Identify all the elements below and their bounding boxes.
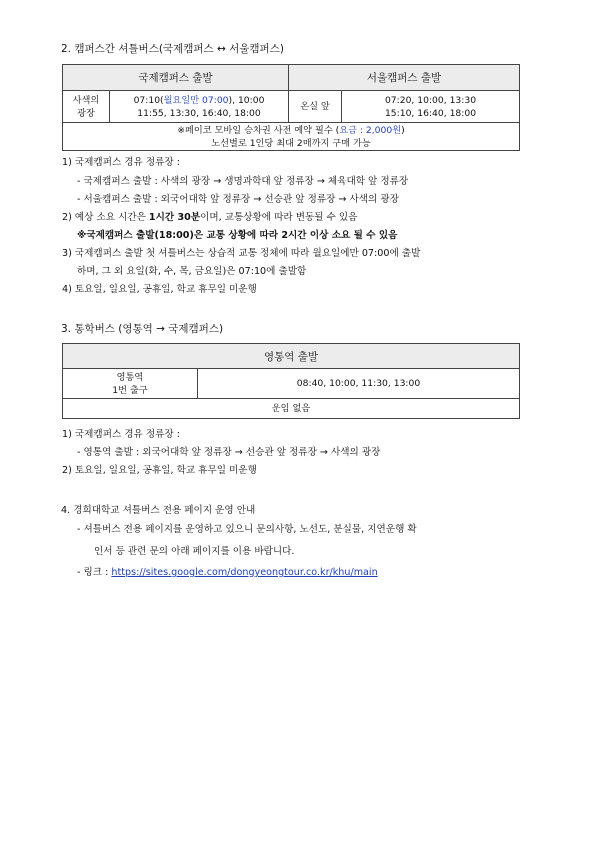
s2-note-3-line2: 하며, 그 외 요일(화, 수, 목, 금요일)은 07:10에 출발함 bbox=[77, 266, 307, 277]
times-yeongtong: 08:40, 10:00, 11:30, 13:00 bbox=[198, 369, 520, 399]
section2-title: 2. 캠퍼스간 셔틀버스(국제캠퍼스 ↔ 서울캠퍼스) bbox=[61, 43, 284, 55]
stop-international: 사색의 광장 bbox=[63, 91, 110, 123]
stop-seoul: 온실 앞 bbox=[289, 91, 342, 123]
s2-note-1: 1) 국제캠퍼스 경유 정류장 : bbox=[62, 157, 180, 168]
s2-note-2: 2) 예상 소요 시간은 1시간 30분이며, 교통상황에 따라 변동될 수 있음 bbox=[62, 212, 358, 223]
s3-note-1a: - 영통역 출발 : 외국어대학 앞 정류장 → 선승관 앞 정류장 → 사색의 광장 bbox=[77, 447, 381, 458]
commuter-bus-table bbox=[62, 343, 520, 419]
s2-note-3-line1: 3) 국제캠퍼스 출발 첫 셔틀버스는 상습적 교통 정체에 따라 월요일에만 07:00에 출발 bbox=[62, 248, 421, 259]
s4-line-2: 인서 등 관련 문의 아래 페이지를 이용 바랍니다. bbox=[94, 546, 295, 557]
s3-note-2: 2) 토요일, 일요일, 공휴일, 학교 휴무일 미운행 bbox=[62, 465, 257, 476]
section3-title: 3. 통학버스 (영통역 → 국제캠퍼스) bbox=[61, 323, 224, 335]
section4-title: 4. 경희대학교 셔틀버스 전용 페이지 운영 안내 bbox=[61, 505, 256, 516]
s2-note-4: 4) 토요일, 일요일, 공휴일, 학교 휴무일 미운행 bbox=[62, 284, 257, 295]
times-international: 07:10(월요일만 07:00), 10:00 11:55, 13:30, 16:40, 18:00 bbox=[110, 91, 289, 123]
s2-note-1b: - 서울캠퍼스 출발 : 외국어대학 앞 정류장 → 선승관 앞 정류장 → 사색의 광장 bbox=[77, 194, 399, 205]
fare-note: 운임 없음 bbox=[63, 399, 520, 419]
s4-link-row bbox=[77, 566, 378, 579]
header-seoul-departure: 서울캠퍼스 출발 bbox=[289, 65, 520, 91]
s2-note-1a: - 국제캠퍼스 출발 : 사색의 광장 → 생명과학대 앞 정류장 → 체육대학 앞 정류장 bbox=[77, 176, 409, 187]
times-seoul: 07:20, 10:00, 13:30 15:10, 16:40, 18:00 bbox=[342, 91, 520, 123]
s4-line-1: - 셔틀버스 전용 페이지를 운영하고 있으니 문의사항, 노선도, 분실물, 지연운행 확 bbox=[77, 524, 417, 535]
shuttle-page-link[interactable]: https://sites.google.com/dongyeongtour.co.kr/khu/main bbox=[111, 567, 378, 578]
stop-yeongtong: 영통역 1번 출구 bbox=[63, 369, 198, 399]
campus-shuttle-table bbox=[62, 64, 520, 151]
header-international-departure: 국제캠퍼스 출발 bbox=[63, 65, 289, 91]
table-note: ※페이코 모바일 승차권 사전 예약 필수 (요금 : 2,000원) 노선별로 1인당 최대 2매까지 구매 가능 bbox=[63, 123, 520, 151]
link-label: - 링크 : bbox=[77, 567, 112, 578]
s2-note-2-warning: ※국제캠퍼스 출발(18:00)은 교통 상황에 따라 2시간 이상 소요 될 수 있음 bbox=[77, 230, 398, 241]
header-yeongtong-departure: 영통역 출발 bbox=[63, 344, 520, 369]
s3-note-1: 1) 국제캠퍼스 경유 정류장 : bbox=[62, 429, 180, 440]
